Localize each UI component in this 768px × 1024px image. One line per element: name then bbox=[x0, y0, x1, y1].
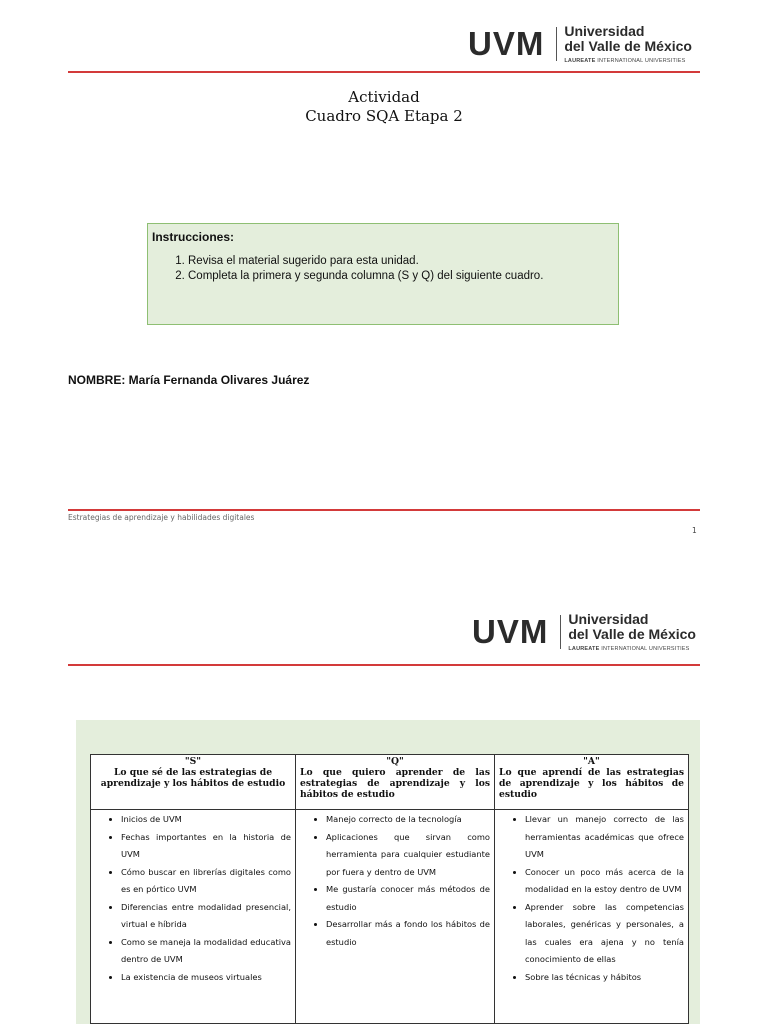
logo-university: Universidad bbox=[564, 23, 645, 39]
list-item: • Como se maneja la modalidad educativa dentro de UVM bbox=[121, 934, 291, 969]
list-item: • Manejo correcto de la tecnología bbox=[326, 811, 490, 829]
table-row bbox=[91, 810, 689, 1024]
q-list bbox=[300, 811, 490, 951]
list-item: • Aprender sobre las competencias laborales, genéricas y personales, a las cuales era ajena y no tenía conocimiento de ellas bbox=[525, 899, 684, 969]
header-rule bbox=[68, 664, 700, 666]
instructions-list bbox=[152, 254, 543, 284]
logo-divider bbox=[556, 27, 557, 61]
instruction-item: 2. Completa la primera y segunda columna (S y Q) del siguiente cuadro. bbox=[188, 269, 543, 284]
list-item: • Me gustaría conocer más métodos de estudio bbox=[326, 881, 490, 916]
list-item: • Sobre las técnicas y hábitos bbox=[525, 969, 684, 987]
list-item: • Inicios de UVM bbox=[121, 811, 291, 829]
student-name: NOMBRE: María Fernanda Olivares Juárez bbox=[68, 373, 310, 387]
logo-network: LAUREATE INTERNATIONAL UNIVERSITIES bbox=[564, 58, 686, 64]
footer-rule bbox=[68, 509, 700, 511]
list-item: • Fechas importantes en la historia de UVM bbox=[121, 829, 291, 864]
logo-divider bbox=[560, 615, 561, 649]
table-header-row bbox=[91, 755, 689, 810]
column-header-s: "S" Lo que sé de las estrategias de aprendizaje y los hábitos de estudio bbox=[91, 755, 296, 810]
list-item: • La existencia de museos virtuales bbox=[121, 969, 291, 987]
page-title bbox=[68, 88, 700, 126]
list-item: • Conocer un poco más acerca de la modalidad en la estoy dentro de UVM bbox=[525, 864, 684, 899]
header-rule bbox=[68, 71, 700, 73]
column-q-cell bbox=[296, 810, 495, 1024]
column-s-cell bbox=[91, 810, 296, 1024]
instructions-box bbox=[147, 223, 619, 325]
footer-course: Estrategias de aprendizaje y habilidades digitales bbox=[68, 513, 255, 522]
instruction-item: 1. Revisa el material sugerido para esta unidad. bbox=[188, 254, 543, 269]
column-header-a: "A" Lo que aprendí de las estrategias de aprendizaje y los hábitos de estudio bbox=[495, 755, 689, 810]
a-list bbox=[499, 811, 684, 986]
logo-network: LAUREATE INTERNATIONAL UNIVERSITIES bbox=[568, 646, 690, 652]
logo-university: Universidad bbox=[568, 611, 649, 627]
column-a-cell bbox=[495, 810, 689, 1024]
list-item: • Llevar un manejo correcto de las herramientas académicas que ofrece UVM bbox=[525, 811, 684, 864]
logo-university-name: del Valle de México bbox=[568, 626, 696, 642]
column-header-q: "Q" Lo que quiero aprender de las estrategias de aprendizaje y los hábitos de estudio bbox=[296, 755, 495, 810]
page-number: 1 bbox=[692, 526, 697, 535]
list-item: • Desarrollar más a fondo los hábitos de estudio bbox=[326, 916, 490, 951]
title-line-1: Actividad bbox=[348, 88, 420, 106]
uvm-logo bbox=[468, 24, 692, 64]
logo-university-name: del Valle de México bbox=[564, 38, 692, 54]
list-item: • Aplicaciones que sirvan como herramienta para cualquier estudiante por fuera y dentro de UVM bbox=[326, 829, 490, 882]
logo-mark: UVM bbox=[468, 25, 545, 62]
uvm-logo bbox=[472, 612, 696, 652]
sqa-table bbox=[90, 754, 689, 1024]
logo-mark: UVM bbox=[472, 613, 549, 650]
s-list bbox=[95, 811, 291, 986]
title-line-2: Cuadro SQA Etapa 2 bbox=[305, 107, 463, 125]
list-item: • Diferencias entre modalidad presencial, virtual e híbrida bbox=[121, 899, 291, 934]
instructions-heading: Instrucciones: bbox=[152, 230, 235, 244]
list-item: • Cómo buscar en librerías digitales como es en pórtico UVM bbox=[121, 864, 291, 899]
